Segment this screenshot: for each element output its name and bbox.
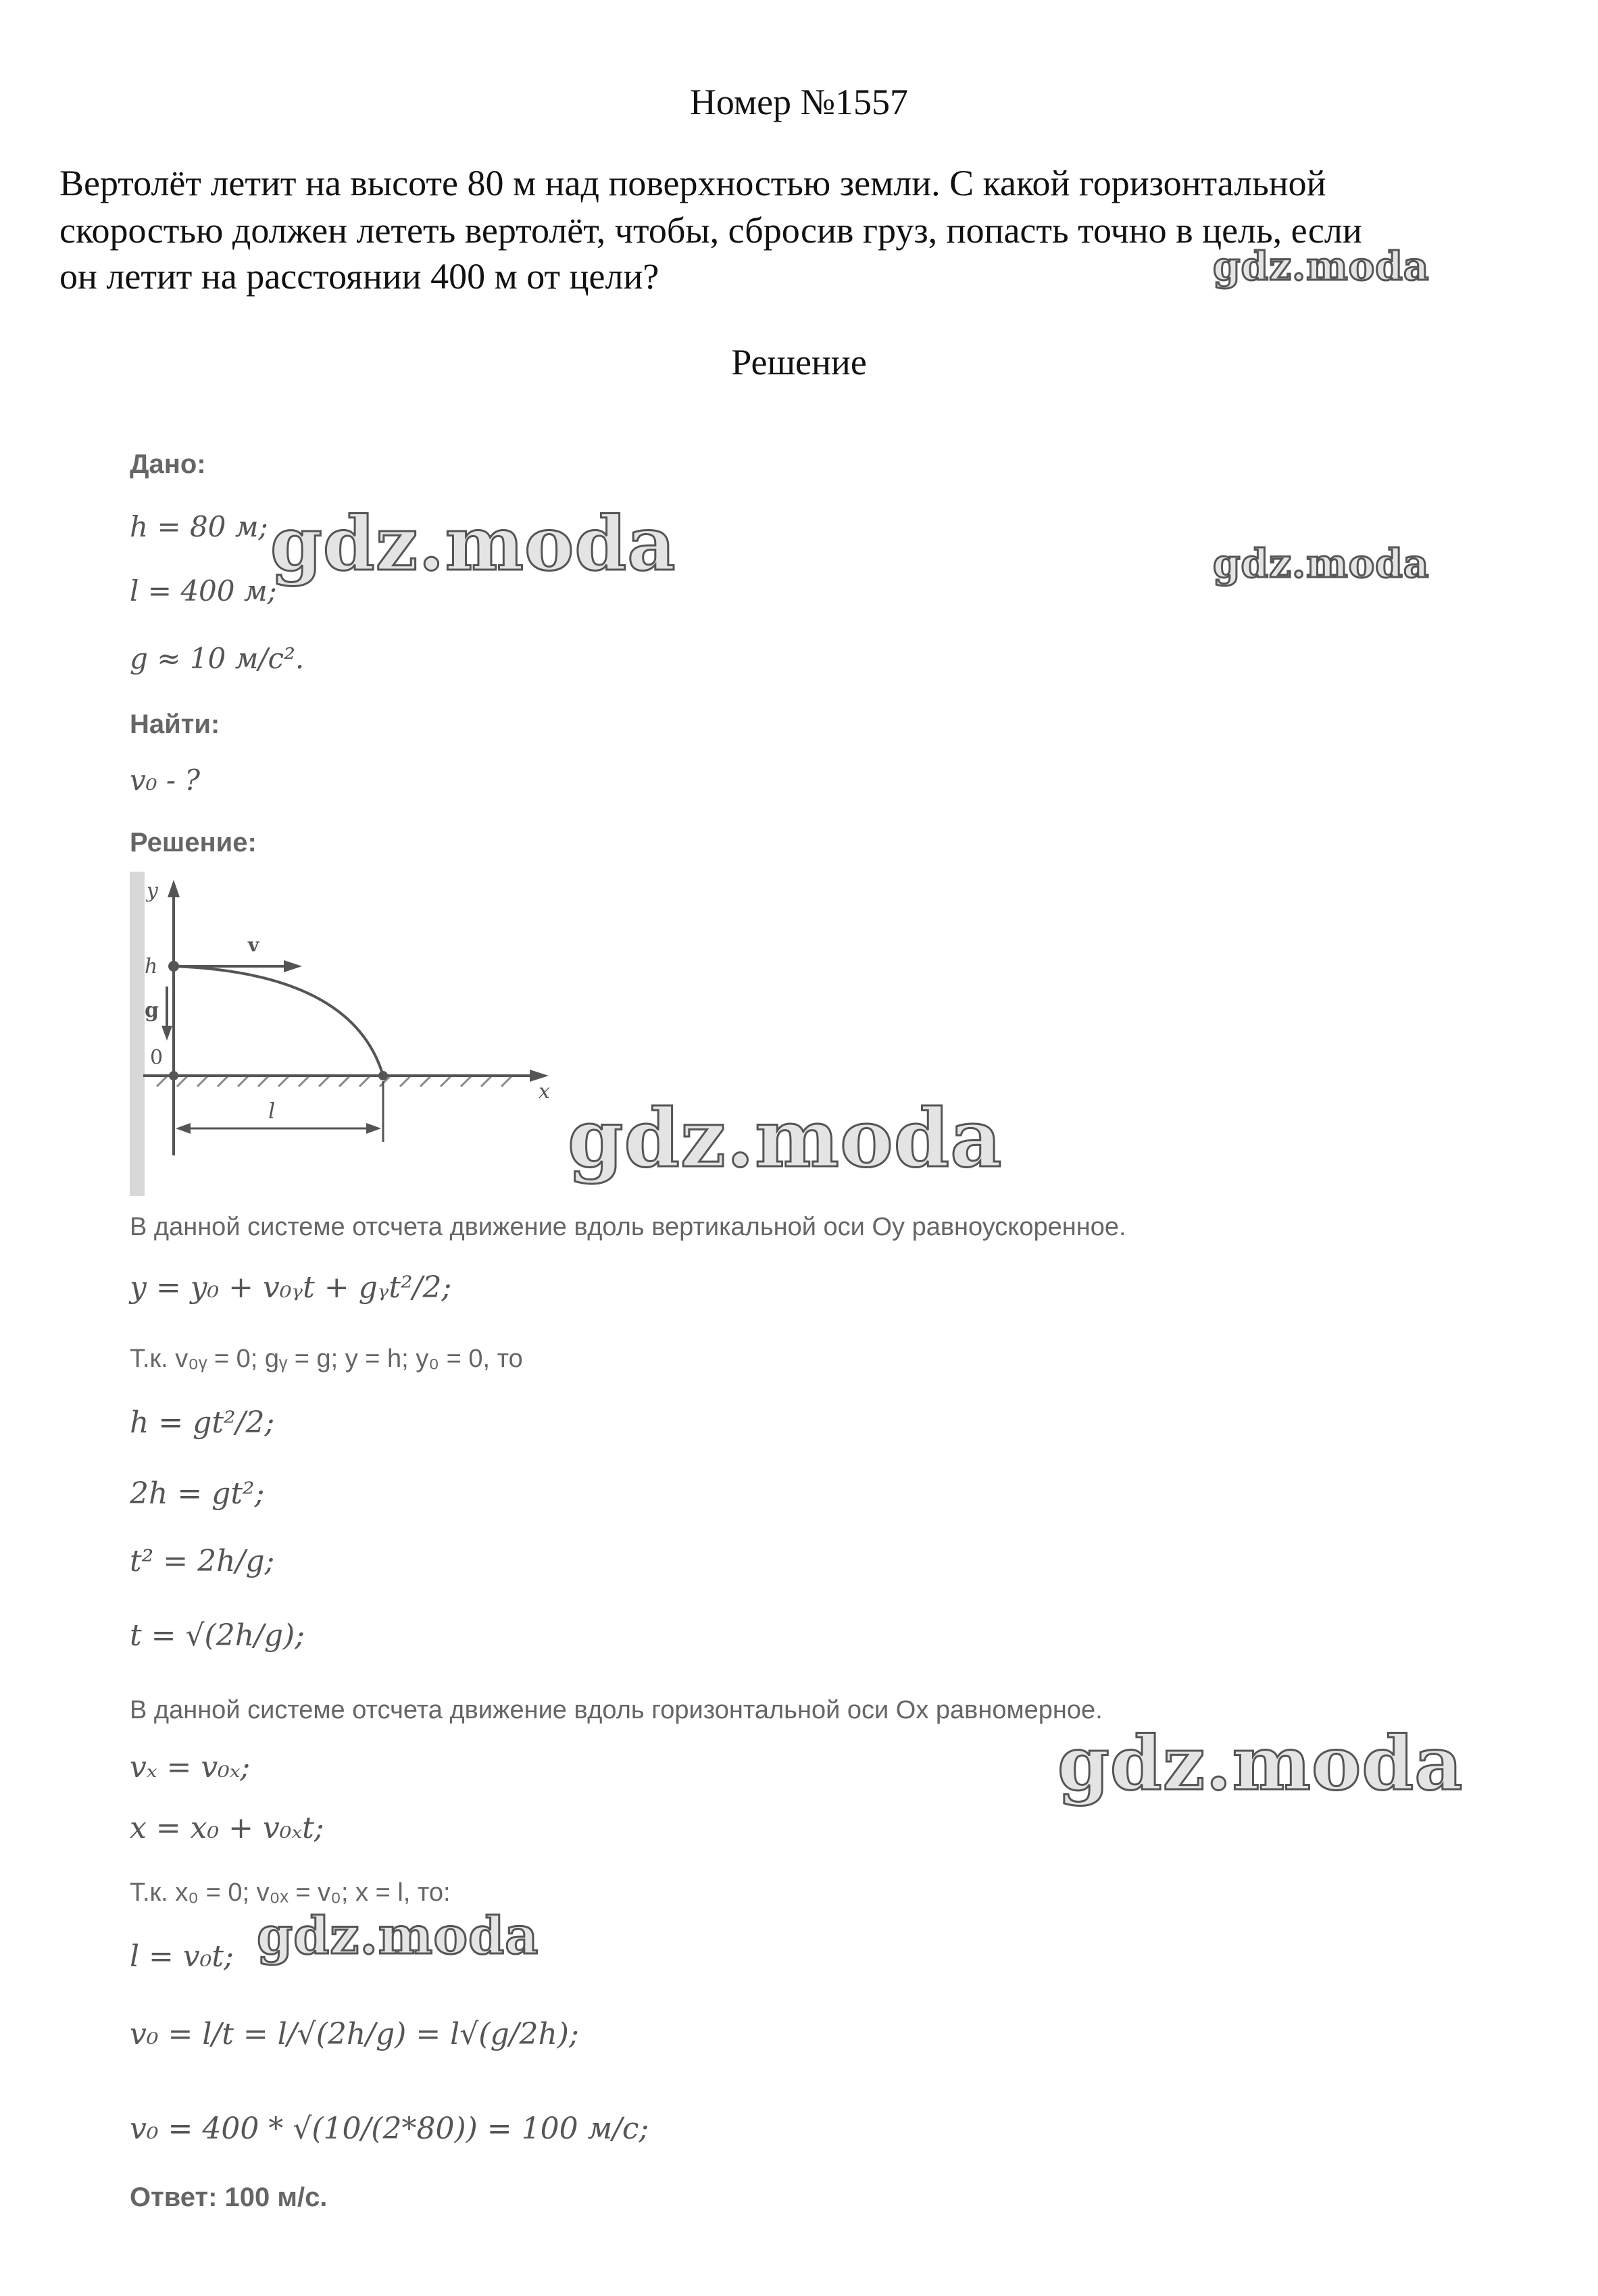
x-axis-label: x: [539, 1080, 550, 1103]
velocity-label: v: [248, 934, 259, 956]
task-line-3: он летит на расстоянии 400 м от цели?: [59, 256, 659, 297]
watermark: gdz.moda: [568, 1091, 1003, 1185]
y-axis-arrow: [168, 880, 180, 897]
watermark: gdz.moda: [270, 500, 676, 587]
condition-1: Т.к. v₀ᵧ = 0; gᵧ = g; y = h; y₀ = 0, то: [130, 1345, 523, 1373]
answer: Ответ: 100 м/с.: [130, 2182, 328, 2212]
trajectory-diagram: [130, 872, 576, 1196]
equation-9: v₀ = l/t = l/√(2h/g) = l√(g/2h);: [130, 2017, 579, 2051]
find-value: v₀ - ?: [130, 764, 200, 797]
gravity-arrow: [161, 1026, 172, 1041]
equation-4: t² = 2h/g;: [130, 1544, 275, 1578]
equation-2: h = gt²/2;: [130, 1405, 275, 1440]
wall-hatch: [130, 872, 145, 1196]
given-l: l = 400 м;: [130, 574, 277, 607]
g-label: g: [145, 999, 159, 1022]
h-label: h: [145, 955, 158, 978]
watermark: gdz.moda: [1213, 243, 1430, 289]
watermark: gdz.moda: [1057, 1720, 1464, 1807]
y-axis-label: y: [147, 879, 158, 903]
velocity-arrow: [284, 960, 302, 972]
find-label: Найти:: [130, 709, 220, 739]
watermark: gdz.moda: [257, 1905, 539, 1966]
text-vertical-motion: В данной системе отсчета движение вдоль вертикальной оси Oy равноускоренное.: [130, 1213, 1126, 1241]
given-g: g ≈ 10 м/с².: [130, 642, 305, 675]
watermark: gdz.moda: [1213, 541, 1430, 587]
dim-arrow-left: [176, 1123, 191, 1134]
equation-3: 2h = gt²;: [130, 1476, 265, 1511]
task-line-1: Вертолёт летит на высоте 80 м над поверхностью земли. С какой горизонтальной: [59, 163, 1326, 203]
equation-10: v₀ = 400 * √(10/(2*80)) = 100 м/с;: [130, 2112, 649, 2146]
equation-8: l = v₀t;: [130, 1939, 234, 1974]
l-label: l: [268, 1098, 276, 1124]
equation-6: vₓ = v₀ₓ;: [130, 1750, 251, 1785]
target-point: [378, 1071, 388, 1080]
text-horizontal-motion: В данной системе отсчета движение вдоль горизонтальной оси Ox равномерное.: [130, 1696, 1103, 1724]
given-h: h = 80 м;: [130, 510, 268, 543]
dim-arrow-right: [366, 1123, 381, 1134]
origin-label: 0: [150, 1046, 164, 1070]
equation-5: t = √(2h/g);: [130, 1618, 305, 1653]
given-label: Дано:: [130, 449, 206, 479]
equation-7: x = x₀ + v₀ₓt;: [130, 1811, 324, 1845]
task-line-2: скоростью должен лететь вертолёт, чтобы, сбросив груз, попасть точно в цель, если: [59, 210, 1362, 251]
ground-hatch: [157, 1076, 511, 1087]
equation-1: y = y₀ + v₀ᵧt + gᵧt²/2;: [130, 1270, 452, 1305]
page-title: Номер №1557: [689, 82, 909, 122]
origin-point: [169, 1071, 178, 1080]
solution-label: Решение:: [130, 828, 257, 857]
condition-2: Т.к. x₀ = 0; v₀ₓ = v₀; x = l, то:: [130, 1878, 451, 1907]
solution-heading: Решение: [731, 342, 867, 382]
trajectory-curve: [174, 966, 383, 1076]
